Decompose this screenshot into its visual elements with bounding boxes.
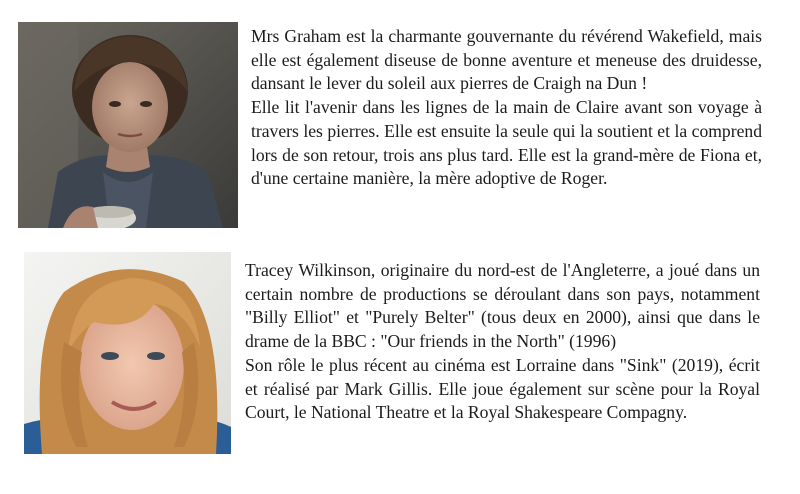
portrait-photo-icon [18, 22, 238, 228]
mrs-graham-photo [18, 22, 238, 228]
tracey-wilkinson-paragraph-2: Son rôle le plus récent au cinéma est Lorraine dans "Sink" (2019), écrit et réalisé par Mark Gillis. Elle joue également sur scène pour la Royal Court, le National Theatre et la Royal Shakespeare Compagny. [245, 354, 760, 423]
tracey-wilkinson-description [245, 259, 760, 425]
tracey-wilkinson-photo [24, 252, 231, 454]
mrs-graham-paragraph-1: Mrs Graham est la charmante gouvernante du révérend Wakefield, mais elle est également diseuse de bonne aventure et meneuse des druidesse, dansant le lever du soleil aux pierres de Craigh na Dun ! [251, 26, 762, 94]
mrs-graham-description [251, 25, 762, 191]
tracey-wilkinson-paragraph-1: Tracey Wilkinson, originaire du nord-est de l'Angleterre, a joué dans un certain nombre de productions se déroulant dans son pays, notamment "Billy Elliot" et "Purely Belter" (tous deux en 2000), ainsi que dans le drame de la BBC : "Our friends in the North" (1996) [245, 260, 760, 352]
mrs-graham-paragraph-2: Elle lit l'avenir dans les lignes de la main de Claire avant son voyage à travers les pierres. Elle est ensuite la seule qui la soutient et la comprend lors de son retour, trois ans plus tard. Elle est la grand-mère de Fiona et, d'une certaine manière, la mère adoptive de Roger. [251, 97, 762, 189]
portrait-photo-icon [24, 252, 231, 454]
